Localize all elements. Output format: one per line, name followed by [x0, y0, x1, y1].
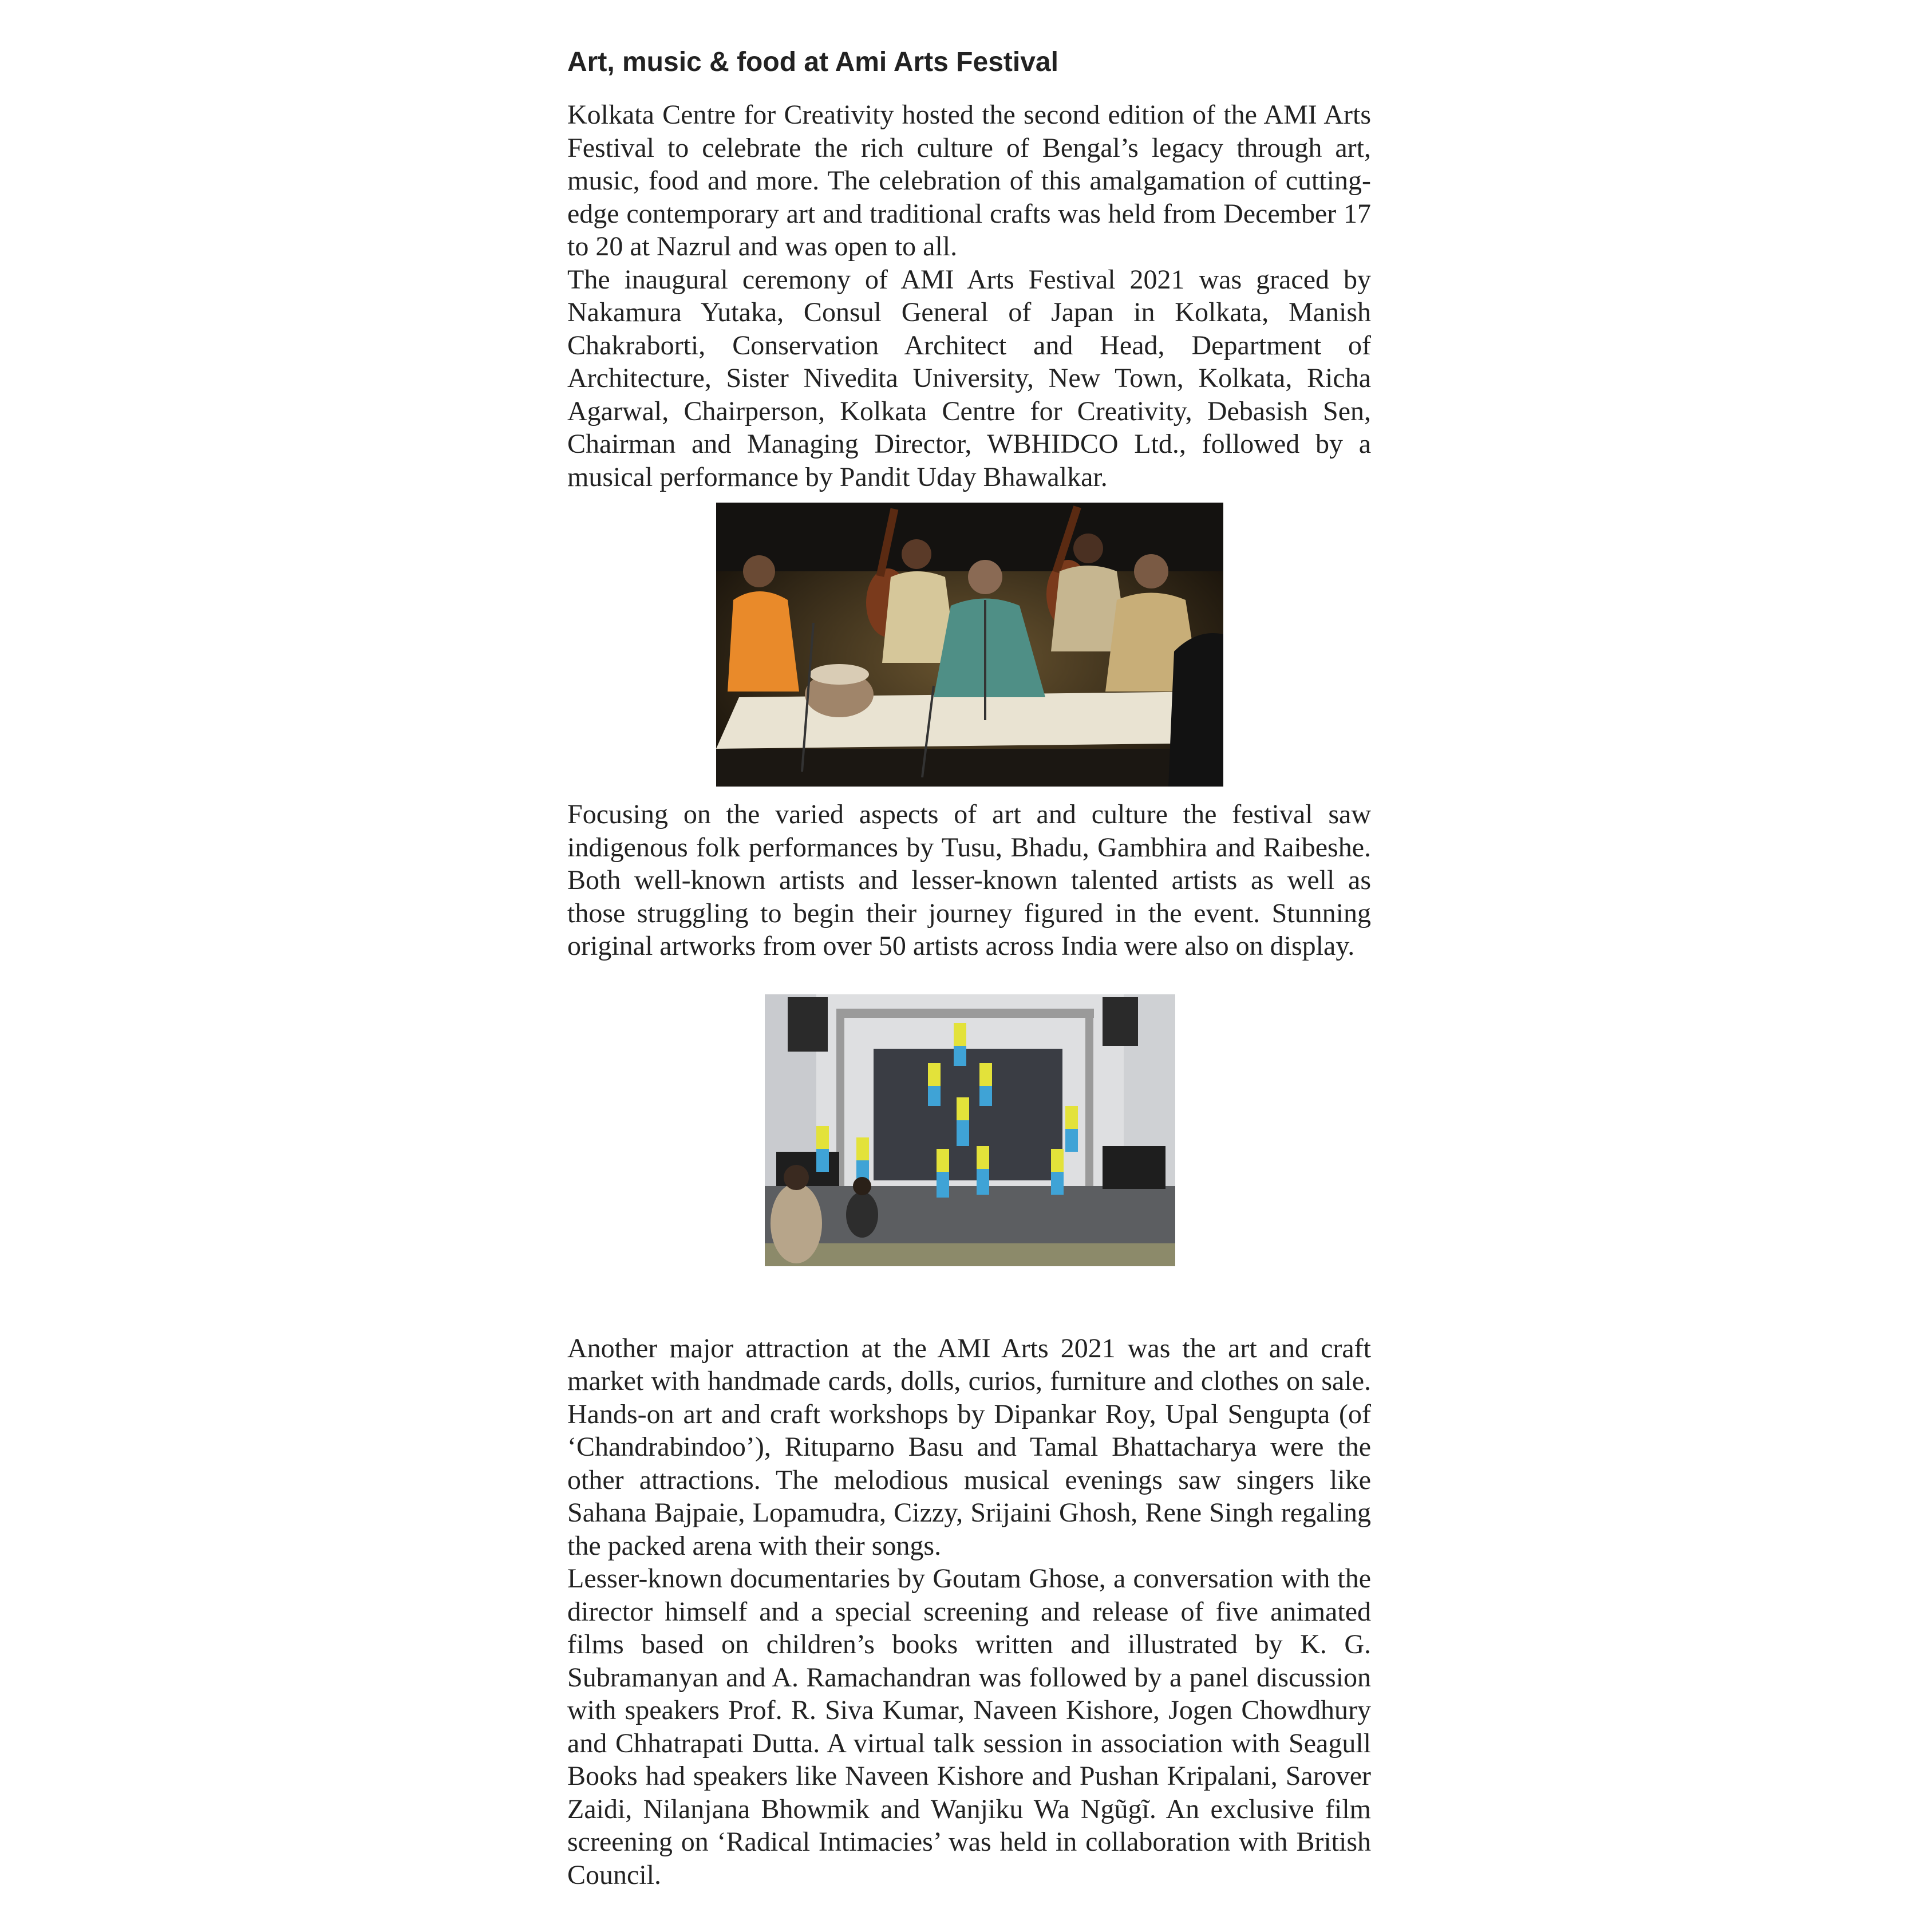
music-performance-photo — [716, 503, 1223, 787]
section-spacer — [567, 1266, 1371, 1332]
article-title: Art, music & food at Ami Arts Festival — [567, 47, 1058, 77]
paragraph-inauguration: The inaugural ceremony of AMI Arts Festival 2021 was graced by Nakamura Yutaka, Consul General of Japan in Kolkata, Manish Chakraborti, Conservation Architect and Head, Department of Architecture, Sister Nivedita University, New Town, Kolkata, Richa Agarwal, Chairperson, Kolkata Centre for Creativity, Debasish Sen, Chairman and Managing Director, WBHIDCO Ltd., followed by a musical performance by Pandit Uday Bhawalkar. — [567, 264, 1371, 492]
acrobat-pyramid-image — [765, 994, 1175, 1266]
article — [567, 34, 1371, 1891]
music-performance-image — [716, 503, 1223, 787]
paragraph-market: Another major attraction at the AMI Arts 2021 was the art and craft market with handmade cards, dolls, curios, furniture and clothes on sale. Hands-on art and craft workshops by Dipankar Roy, Upal Sengupta (of ‘Chandrabindoo’), Rituparno Basu and Tamal Bhattacharya were the other attractions. The melodious musical evenings saw singers like Sahana Bajpaie, Lopamudra, Cizzy, Srijaini Ghosh, Rene Singh regaling the packed arena with their songs. — [567, 1333, 1371, 1561]
paragraph-films: Lesser-known documentaries by Goutam Ghose, a conversation with the director himself and a special screening and release of five animated films based on children’s books written and illustrated by K. G. Subramanyan and A. Ramachandran was followed by a panel discussion with speakers Prof. R. Siva Kumar, Naveen Kishore, Jogen Chowdhury and Chhatrapati Dutta. A virtual talk session in association with Seagull Books had speakers like Naveen Kishore and Pushan Kripalani, Sarover Zaidi, Nilanjana Bhowmik and Wanjiku Wa Ngũgĩ. An exclusive film screening on ‘Radical Intimacies’ was held in collaboration with British Council. — [567, 1563, 1371, 1890]
acrobat-pyramid-photo — [765, 994, 1175, 1266]
paragraph-intro: Kolkata Centre for Creativity hosted the second edition of the AMI Arts Festival to celebrate the rich culture of Bengal’s legacy through art, music, food and more. The celebration of this amalgamation of cutting-edge contemporary art and traditional crafts was held from December 17 to 20 at Nazrul and was open to all. — [567, 100, 1371, 262]
paragraph-folk: Focusing on the varied aspects of art and culture the festival saw indigenous folk performances by Tusu, Bhadu, Gambhira and Raibeshe. Both well-known artists and lesser-known talented artists as well as those struggling to begin their journey figured in the event. Stunning original artworks from over 50 artists across India were also on display. — [567, 799, 1371, 961]
